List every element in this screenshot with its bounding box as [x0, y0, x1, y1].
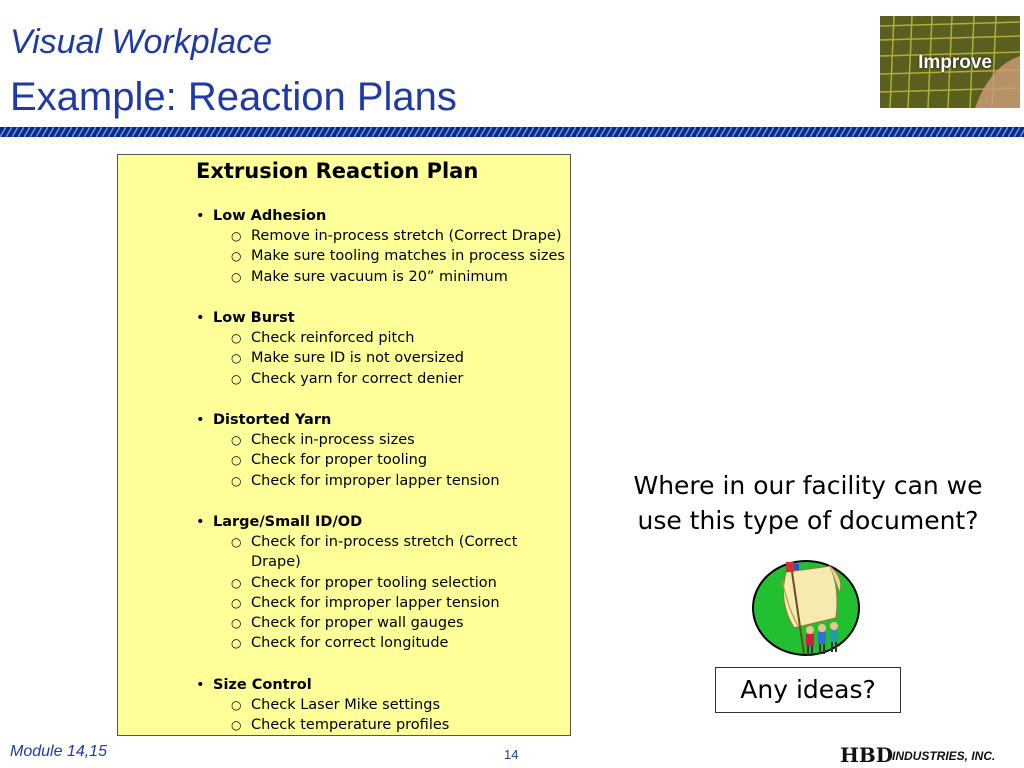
section-heading: Large/Small ID/OD — [213, 514, 363, 530]
list-item: Check for improper lapper tension — [251, 594, 500, 611]
page-number: 14 — [504, 747, 519, 762]
list-item: Check yarn for correct denier — [251, 370, 464, 387]
section-heading: Low Adhesion — [213, 208, 327, 224]
company-name: INDUSTRIES, INC. — [892, 749, 996, 763]
slide-title-line2: Example: Reaction Plans — [10, 75, 457, 119]
any-ideas-box: Any ideas? — [715, 667, 901, 713]
section-heading: Size Control — [213, 677, 312, 693]
list-item: Remove in-process stretch (Correct Drape) — [251, 228, 562, 244]
list-item: Check for proper tooling — [251, 452, 428, 469]
company-logo — [836, 742, 1016, 766]
list-item: Check reinforced pitch — [251, 330, 415, 346]
plan-section — [118, 410, 572, 491]
circle-bullet-icon: ○ — [231, 249, 242, 264]
plan-section — [118, 308, 572, 389]
bullet-icon: • — [196, 412, 205, 428]
plan-title: Extrusion Reaction Plan — [196, 159, 479, 183]
bullet-icon: • — [196, 310, 205, 326]
plan-section — [118, 675, 572, 736]
discussion-question: Where in our facility can we use this type of document? — [633, 471, 983, 535]
list-item: Check in-process sizes — [251, 432, 415, 448]
reaction-plan-document — [117, 154, 571, 736]
section-heading: Low Burst — [213, 310, 295, 326]
list-item: Check for proper tooling selection — [251, 574, 497, 591]
slide-title-line1: Visual Workplace — [10, 23, 273, 61]
badge-label: Improve — [918, 52, 992, 73]
circle-bullet-icon: ○ — [231, 473, 242, 488]
circle-bullet-icon: ○ — [231, 595, 242, 610]
section-heading: Distorted Yarn — [213, 412, 332, 428]
list-item: Make sure vacuum is 20” minimum — [251, 268, 508, 285]
svg-text:HBD: HBD — [840, 743, 894, 766]
brainstorm-clipart-icon — [748, 558, 866, 662]
list-item: Check for correct longitude — [251, 635, 449, 652]
circle-bullet-icon: ○ — [231, 616, 242, 631]
circle-bullet-icon: ○ — [231, 331, 242, 345]
list-item: Check for proper wall gauges — [251, 615, 464, 632]
circle-bullet-icon: ○ — [231, 453, 242, 468]
list-item: Check for improper lapper tension — [251, 472, 500, 489]
list-item: Make sure tooling matches in process sizes — [251, 248, 565, 265]
bullet-icon: • — [196, 677, 205, 693]
circle-bullet-icon: ○ — [231, 636, 242, 651]
improve-badge — [880, 16, 1020, 108]
plan-section — [118, 206, 572, 287]
list-item: Check Laser Mike settings — [251, 697, 440, 713]
list-item: Check for in-process stretch (Correct Drape) — [251, 534, 518, 571]
footer-module: Module 14,15 — [10, 743, 107, 760]
circle-bullet-icon: ○ — [231, 433, 242, 447]
bullet-icon: • — [196, 514, 205, 530]
list-item: Check temperature profiles — [251, 717, 450, 734]
circle-bullet-icon: ○ — [231, 718, 242, 733]
header-divider-band — [0, 127, 1024, 137]
circle-bullet-icon: ○ — [231, 575, 242, 590]
plan-section — [118, 512, 572, 654]
list-item: Make sure ID is not oversized — [251, 350, 464, 367]
circle-bullet-icon: ○ — [231, 351, 242, 366]
circle-bullet-icon: ○ — [231, 269, 242, 284]
circle-bullet-icon: ○ — [231, 371, 242, 386]
circle-bullet-icon: ○ — [231, 535, 242, 549]
circle-bullet-icon: ○ — [231, 229, 242, 243]
circle-bullet-icon: ○ — [231, 698, 242, 712]
bullet-icon: • — [196, 208, 205, 224]
